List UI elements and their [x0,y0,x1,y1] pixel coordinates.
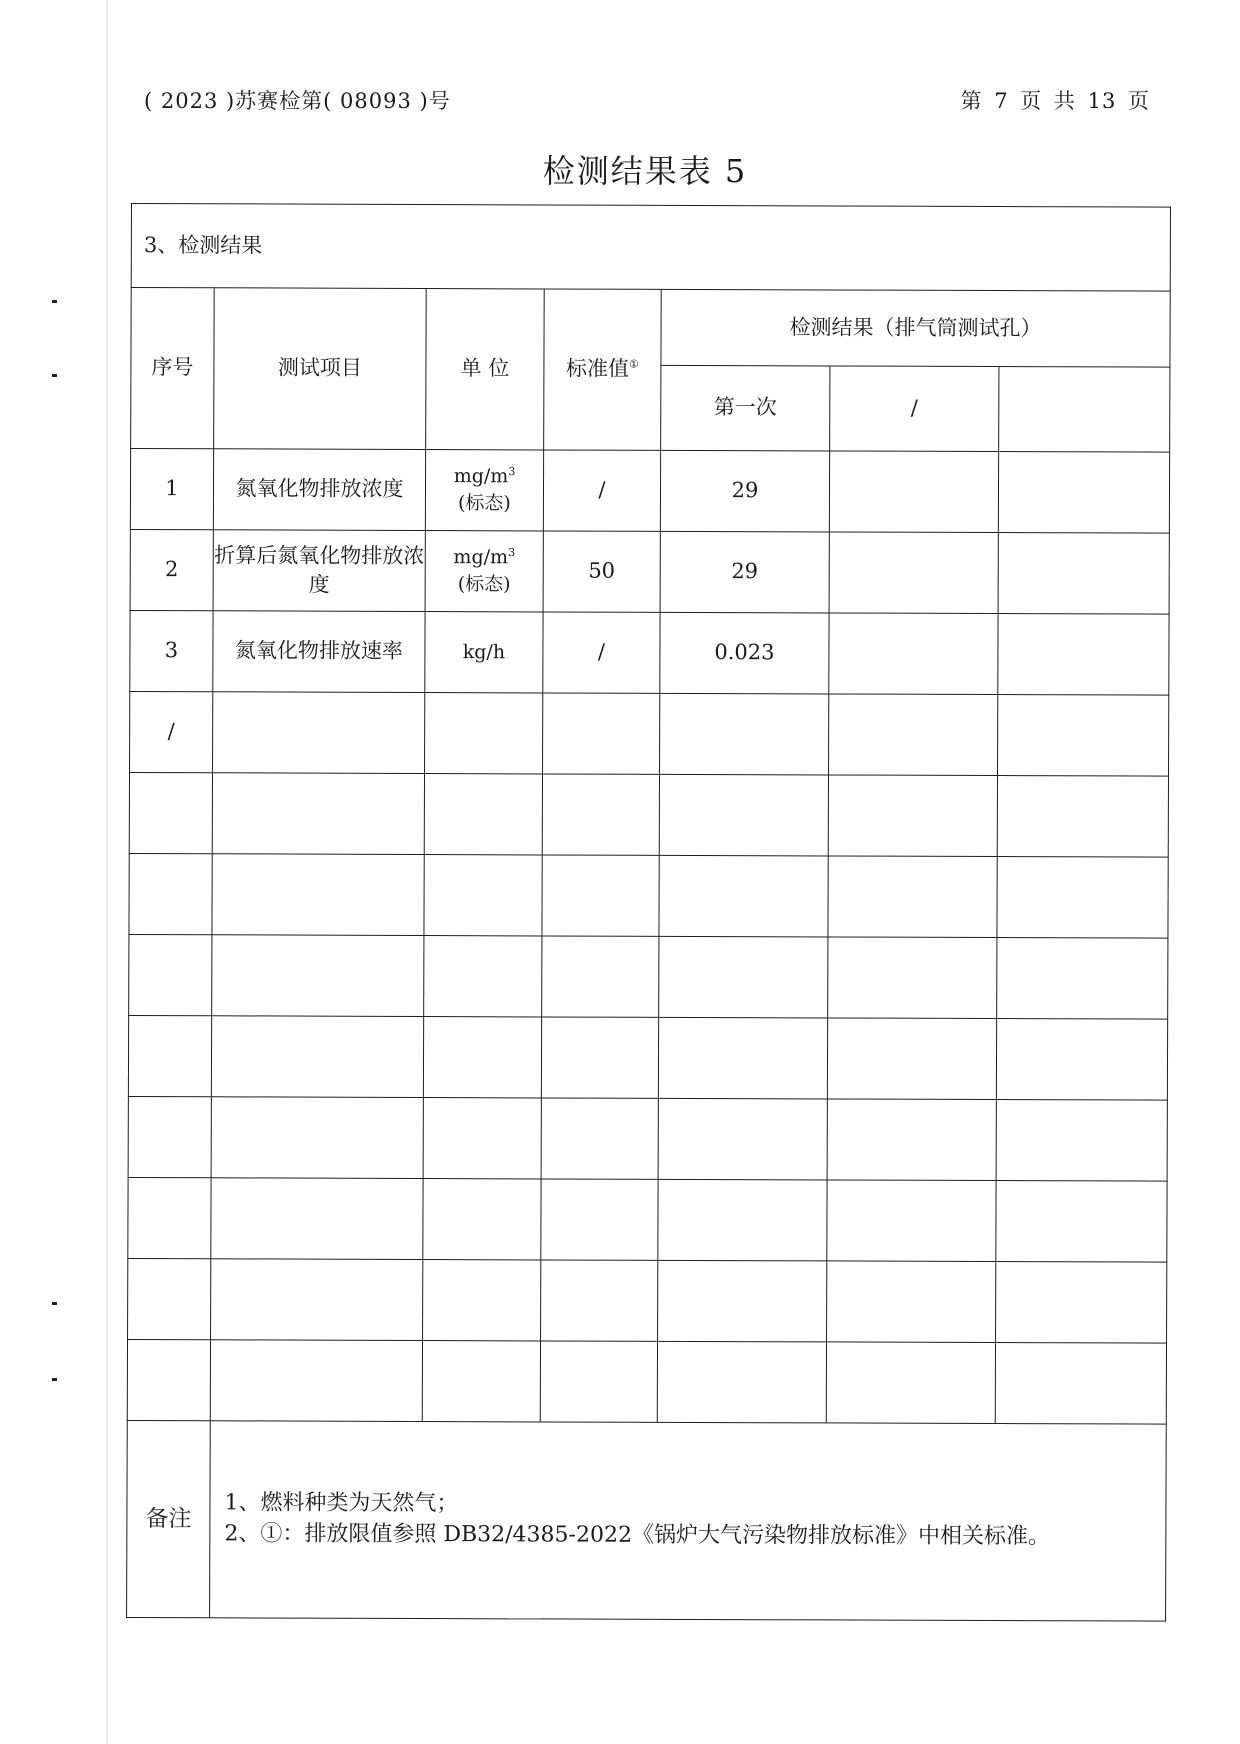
col-header-index: 序号 [131,288,215,449]
unit-note: (标态) [457,573,511,596]
unit-sup: 3 [508,465,516,479]
unit-main: mg/m [453,546,509,569]
table-row [130,610,1169,695]
footnote-mark: ① [628,358,639,372]
unit-note: (标态) [457,492,511,515]
col-header-item: 测试项目 [214,288,427,450]
cell-index: 1 [130,449,213,530]
cell-result-2 [829,451,998,533]
remarks-row [127,1420,1167,1621]
unit-main: mg/m [453,465,509,488]
cell-index: 2 [130,529,213,610]
section-label: 3、检测结果 [131,204,1170,292]
table-row-empty [127,1339,1166,1424]
cell-item: 折算后氮氧化物排放浓度 [213,530,425,612]
cell-unit [425,450,543,531]
cell-result-3 [998,533,1169,615]
cell-result-3 [998,695,1169,777]
col-header-result-2: / [830,366,999,452]
cell-unit [425,612,543,693]
remarks-body [210,1421,1167,1621]
table-row-empty [129,772,1168,857]
unit-sup: 3 [508,546,516,560]
cell-result-2 [829,613,998,695]
table-row-empty [128,1177,1167,1262]
cell-result-1: 29 [660,531,829,613]
unit-main: kg/h [462,640,506,664]
table-row-empty [128,1258,1167,1343]
remarks-line-1: 1、燃料种类为天然气； [224,1490,459,1517]
cell-result-2 [829,694,998,776]
margin-mark [52,300,57,303]
page-indicator: 第 7 页 共 13 页 [960,89,1150,113]
table-row-empty [129,853,1168,938]
cell-index: 3 [130,610,213,691]
cell-index: / [130,691,213,772]
table-title: 检测结果表 5 [542,152,748,190]
remarks-label: 备注 [127,1420,211,1617]
cell-unit [425,531,543,612]
table-row [130,449,1169,534]
cell-result-3 [998,614,1169,696]
table-row-empty [128,1015,1167,1100]
cell-result-1: 29 [660,450,829,532]
cell-result-3 [998,452,1169,534]
cell-standard: / [543,612,660,693]
cell-standard: / [543,450,660,531]
remarks-line-2: 2、①：排放限值参照 DB32/4385-2022《锅炉大气污染物排放标准》中相关标准。 [224,1521,1051,1550]
cell-result-1: 0.023 [660,612,829,694]
results-table [126,203,1171,1622]
cell-unit [425,693,543,774]
cell-result-1 [660,693,829,775]
col-header-standard-text: 标准值 [565,356,630,382]
cell-item: 氮氧化物排放浓度 [213,449,425,531]
cell-item [213,692,425,774]
margin-mark [52,1378,57,1381]
margin-mark [52,1302,57,1305]
cell-item: 氮氧化物排放速率 [213,611,425,693]
col-header-standard [544,289,662,450]
cell-standard: 50 [543,531,660,612]
table-row-empty [128,1096,1167,1181]
col-header-result-3 [999,367,1170,453]
table-row [130,529,1169,614]
col-header-results-group: 检测结果（排气筒测试孔） [661,289,1170,367]
cell-result-2 [829,532,998,614]
page-fold-line [106,0,108,1744]
margin-mark [52,374,57,377]
report-number: ( 2023 )苏赛检第( 08093 )号 [144,89,451,113]
cell-standard [543,693,660,774]
col-header-result-1: 第一次 [661,365,830,451]
table-row-empty [129,934,1168,1019]
col-header-unit: 单 位 [426,289,545,450]
table-row [130,691,1169,776]
